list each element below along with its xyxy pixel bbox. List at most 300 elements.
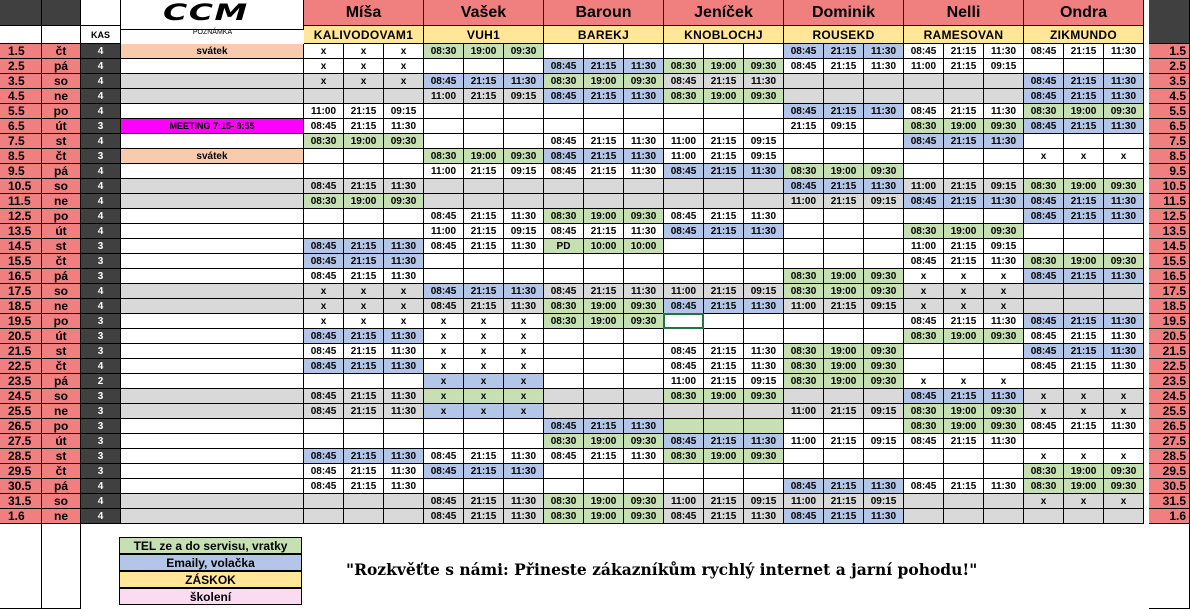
shift-cell[interactable]: 08:30: [904, 329, 944, 344]
shift-cell[interactable]: [864, 209, 904, 224]
shift-cell[interactable]: [304, 164, 344, 179]
shift-cell[interactable]: 08:45: [904, 194, 944, 209]
shift-cell[interactable]: 19:00: [464, 44, 504, 59]
shift-cell[interactable]: 08:30: [544, 434, 584, 449]
shift-cell[interactable]: 21:15: [944, 389, 984, 404]
shift-cell[interactable]: 11:30: [984, 389, 1024, 404]
shift-cell[interactable]: [624, 194, 664, 209]
shift-cell[interactable]: 09:30: [864, 269, 904, 284]
shift-cell[interactable]: 21:15: [464, 164, 504, 179]
shift-cell[interactable]: [464, 119, 504, 134]
shift-cell[interactable]: [744, 44, 784, 59]
shift-cell[interactable]: [584, 44, 624, 59]
shift-cell[interactable]: 08:45: [1024, 344, 1064, 359]
shift-cell[interactable]: 11:00: [784, 299, 824, 314]
shift-cell[interactable]: 08:45: [544, 149, 584, 164]
shift-cell[interactable]: [1104, 284, 1144, 299]
shift-cell[interactable]: 08:30: [664, 89, 704, 104]
shift-cell[interactable]: 11:30: [984, 314, 1024, 329]
shift-cell[interactable]: [784, 314, 824, 329]
shift-cell[interactable]: [384, 374, 424, 389]
shift-cell[interactable]: [664, 44, 704, 59]
shift-cell[interactable]: 21:15: [1064, 419, 1104, 434]
shift-cell[interactable]: 19:00: [584, 314, 624, 329]
shift-cell[interactable]: [1024, 509, 1064, 524]
shift-cell[interactable]: [944, 74, 984, 89]
shift-cell[interactable]: [584, 479, 624, 494]
shift-cell[interactable]: 11:00: [784, 194, 824, 209]
shift-cell[interactable]: [384, 149, 424, 164]
shift-cell[interactable]: 09:30: [624, 314, 664, 329]
shift-cell[interactable]: 19:00: [944, 119, 984, 134]
shift-cell[interactable]: [424, 134, 464, 149]
shift-cell[interactable]: 08:45: [424, 299, 464, 314]
shift-cell[interactable]: 11:30: [1104, 74, 1144, 89]
shift-cell[interactable]: [504, 59, 544, 74]
shift-cell[interactable]: 11:30: [624, 59, 664, 74]
shift-cell[interactable]: [424, 254, 464, 269]
shift-cell[interactable]: [504, 119, 544, 134]
shift-cell[interactable]: 21:15: [1064, 269, 1104, 284]
shift-cell[interactable]: [1104, 239, 1144, 254]
shift-cell[interactable]: [304, 434, 344, 449]
shift-cell[interactable]: [1064, 134, 1104, 149]
shift-cell[interactable]: 21:15: [824, 44, 864, 59]
shift-cell[interactable]: [984, 344, 1024, 359]
shift-cell[interactable]: 08:30: [544, 74, 584, 89]
shift-cell[interactable]: [624, 389, 664, 404]
shift-cell[interactable]: 08:30: [424, 44, 464, 59]
row-note[interactable]: [121, 494, 304, 509]
shift-cell[interactable]: 21:15: [464, 299, 504, 314]
shift-cell[interactable]: [304, 509, 344, 524]
shift-cell[interactable]: [664, 269, 704, 284]
shift-cell[interactable]: 11:30: [504, 74, 544, 89]
shift-cell[interactable]: 08:45: [784, 59, 824, 74]
shift-cell[interactable]: 08:45: [304, 179, 344, 194]
shift-cell[interactable]: 08:45: [1024, 74, 1064, 89]
shift-cell[interactable]: [344, 434, 384, 449]
shift-cell[interactable]: [704, 479, 744, 494]
shift-cell[interactable]: 09:30: [1104, 254, 1144, 269]
shift-cell[interactable]: [784, 134, 824, 149]
row-note[interactable]: [121, 374, 304, 389]
shift-cell[interactable]: [584, 344, 624, 359]
shift-cell[interactable]: 21:15: [464, 74, 504, 89]
shift-cell[interactable]: [944, 149, 984, 164]
shift-cell[interactable]: [1064, 59, 1104, 74]
shift-cell[interactable]: [584, 464, 624, 479]
shift-cell[interactable]: [384, 494, 424, 509]
shift-cell[interactable]: [1064, 509, 1104, 524]
shift-cell[interactable]: 08:45: [1024, 359, 1064, 374]
shift-cell[interactable]: 21:15: [1064, 314, 1104, 329]
shift-cell[interactable]: 08:45: [424, 239, 464, 254]
shift-cell[interactable]: [904, 164, 944, 179]
shift-cell[interactable]: [464, 179, 504, 194]
shift-cell[interactable]: [744, 194, 784, 209]
shift-cell[interactable]: 08:45: [904, 314, 944, 329]
shift-cell[interactable]: 11:30: [504, 494, 544, 509]
shift-cell[interactable]: 21:15: [344, 449, 384, 464]
shift-cell[interactable]: 09:15: [984, 239, 1024, 254]
shift-cell[interactable]: [824, 254, 864, 269]
shift-cell[interactable]: [984, 494, 1024, 509]
shift-cell[interactable]: 09:30: [624, 74, 664, 89]
shift-cell[interactable]: 08:30: [544, 509, 584, 524]
shift-cell[interactable]: [784, 254, 824, 269]
shift-cell[interactable]: [424, 434, 464, 449]
shift-cell[interactable]: 09:30: [864, 359, 904, 374]
shift-cell[interactable]: 21:15: [344, 479, 384, 494]
shift-cell[interactable]: 09:30: [864, 284, 904, 299]
shift-cell[interactable]: 09:15: [864, 434, 904, 449]
shift-cell[interactable]: 11:30: [1104, 89, 1144, 104]
shift-cell[interactable]: 19:00: [824, 284, 864, 299]
shift-cell[interactable]: 10:00: [584, 239, 624, 254]
shift-cell[interactable]: 11:30: [744, 344, 784, 359]
shift-cell[interactable]: 09:30: [504, 149, 544, 164]
shift-cell[interactable]: [384, 224, 424, 239]
shift-cell[interactable]: [1104, 374, 1144, 389]
shift-cell[interactable]: 11:30: [504, 239, 544, 254]
shift-cell[interactable]: [464, 104, 504, 119]
shift-cell[interactable]: 11:00: [424, 164, 464, 179]
shift-cell[interactable]: 11:00: [784, 434, 824, 449]
row-note[interactable]: [121, 299, 304, 314]
shift-cell[interactable]: 11:30: [384, 329, 424, 344]
shift-cell[interactable]: 11:30: [504, 299, 544, 314]
shift-cell[interactable]: 21:15: [344, 389, 384, 404]
shift-cell[interactable]: 21:15: [1064, 89, 1104, 104]
shift-cell[interactable]: x: [944, 374, 984, 389]
shift-cell[interactable]: [1064, 239, 1104, 254]
shift-cell[interactable]: [584, 104, 624, 119]
shift-cell[interactable]: 09:15: [984, 179, 1024, 194]
shift-cell[interactable]: [1024, 59, 1064, 74]
shift-cell[interactable]: 11:30: [744, 434, 784, 449]
shift-cell[interactable]: [544, 104, 584, 119]
shift-cell[interactable]: [704, 254, 744, 269]
shift-cell[interactable]: 19:00: [1064, 464, 1104, 479]
shift-cell[interactable]: 09:30: [1104, 479, 1144, 494]
shift-cell[interactable]: [584, 329, 624, 344]
shift-cell[interactable]: 21:15: [944, 479, 984, 494]
shift-cell[interactable]: [464, 194, 504, 209]
shift-cell[interactable]: 09:30: [744, 389, 784, 404]
shift-cell[interactable]: 21:15: [704, 494, 744, 509]
shift-cell[interactable]: x: [424, 389, 464, 404]
shift-cell[interactable]: 08:45: [1024, 269, 1064, 284]
shift-cell[interactable]: 08:30: [664, 449, 704, 464]
shift-cell[interactable]: [464, 419, 504, 434]
shift-cell[interactable]: [704, 44, 744, 59]
shift-cell[interactable]: 08:30: [784, 164, 824, 179]
shift-cell[interactable]: x: [464, 329, 504, 344]
shift-cell[interactable]: 08:30: [784, 269, 824, 284]
shift-cell[interactable]: [944, 464, 984, 479]
shift-cell[interactable]: [464, 479, 504, 494]
shift-cell[interactable]: [544, 344, 584, 359]
shift-cell[interactable]: [1104, 509, 1144, 524]
shift-cell[interactable]: [544, 269, 584, 284]
shift-cell[interactable]: 11:00: [664, 284, 704, 299]
shift-cell[interactable]: 11:00: [904, 179, 944, 194]
shift-cell[interactable]: 11:30: [384, 404, 424, 419]
shift-cell[interactable]: 21:15: [464, 449, 504, 464]
shift-cell[interactable]: x: [344, 299, 384, 314]
shift-cell[interactable]: [664, 179, 704, 194]
shift-cell[interactable]: 11:30: [984, 254, 1024, 269]
shift-cell[interactable]: [824, 419, 864, 434]
shift-cell[interactable]: 08:45: [304, 344, 344, 359]
shift-cell[interactable]: 21:15: [584, 419, 624, 434]
shift-cell[interactable]: 08:45: [304, 464, 344, 479]
shift-cell[interactable]: 21:15: [464, 209, 504, 224]
shift-cell[interactable]: [704, 104, 744, 119]
shift-cell[interactable]: 08:30: [664, 389, 704, 404]
shift-cell[interactable]: [344, 164, 384, 179]
shift-cell[interactable]: 09:30: [624, 434, 664, 449]
shift-cell[interactable]: 19:00: [1064, 104, 1104, 119]
shift-cell[interactable]: 11:00: [664, 374, 704, 389]
shift-cell[interactable]: x: [1024, 449, 1064, 464]
shift-cell[interactable]: 21:15: [704, 509, 744, 524]
shift-cell[interactable]: 08:45: [304, 119, 344, 134]
shift-cell[interactable]: [544, 44, 584, 59]
shift-cell[interactable]: [504, 419, 544, 434]
shift-cell[interactable]: 11:30: [504, 449, 544, 464]
shift-cell[interactable]: 21:15: [704, 299, 744, 314]
shift-cell[interactable]: 11:30: [984, 434, 1024, 449]
shift-cell[interactable]: 19:00: [584, 209, 624, 224]
shift-cell[interactable]: x: [1064, 149, 1104, 164]
shift-cell[interactable]: [344, 419, 384, 434]
shift-cell[interactable]: 21:15: [464, 494, 504, 509]
row-note[interactable]: [121, 344, 304, 359]
shift-cell[interactable]: [384, 209, 424, 224]
row-note[interactable]: [121, 269, 304, 284]
shift-cell[interactable]: 08:45: [904, 134, 944, 149]
shift-cell[interactable]: 11:00: [904, 59, 944, 74]
shift-cell[interactable]: [504, 479, 544, 494]
shift-cell[interactable]: x: [1104, 404, 1144, 419]
shift-cell[interactable]: 11:30: [504, 284, 544, 299]
shift-cell[interactable]: 08:45: [664, 299, 704, 314]
shift-cell[interactable]: [984, 449, 1024, 464]
shift-cell[interactable]: 11:30: [384, 464, 424, 479]
shift-cell[interactable]: 21:15: [824, 194, 864, 209]
shift-cell[interactable]: 08:45: [784, 479, 824, 494]
shift-cell[interactable]: 11:30: [384, 269, 424, 284]
shift-cell[interactable]: 08:45: [904, 434, 944, 449]
shift-cell[interactable]: [544, 389, 584, 404]
row-note[interactable]: [121, 254, 304, 269]
shift-cell[interactable]: [624, 404, 664, 419]
shift-cell[interactable]: [864, 464, 904, 479]
shift-cell[interactable]: [1024, 239, 1064, 254]
row-note[interactable]: [121, 164, 304, 179]
shift-cell[interactable]: 09:15: [864, 404, 904, 419]
shift-cell[interactable]: [744, 239, 784, 254]
shift-cell[interactable]: [904, 344, 944, 359]
shift-cell[interactable]: 09:15: [384, 104, 424, 119]
shift-cell[interactable]: [744, 269, 784, 284]
shift-cell[interactable]: [984, 149, 1024, 164]
shift-cell[interactable]: [624, 344, 664, 359]
shift-cell[interactable]: 09:30: [384, 134, 424, 149]
shift-cell[interactable]: x: [464, 374, 504, 389]
shift-cell[interactable]: [304, 494, 344, 509]
row-note[interactable]: [121, 224, 304, 239]
shift-cell[interactable]: [584, 269, 624, 284]
shift-cell[interactable]: [544, 194, 584, 209]
shift-cell[interactable]: 21:15: [464, 509, 504, 524]
shift-cell[interactable]: 11:30: [984, 479, 1024, 494]
shift-cell[interactable]: x: [344, 44, 384, 59]
row-note[interactable]: [121, 179, 304, 194]
shift-cell[interactable]: x: [944, 284, 984, 299]
shift-cell[interactable]: 21:15: [1064, 344, 1104, 359]
shift-cell[interactable]: 11:30: [384, 449, 424, 464]
shift-cell[interactable]: 08:45: [544, 419, 584, 434]
shift-cell[interactable]: x: [344, 314, 384, 329]
shift-cell[interactable]: [904, 209, 944, 224]
shift-cell[interactable]: x: [1104, 149, 1144, 164]
shift-cell[interactable]: 11:30: [1104, 359, 1144, 374]
shift-cell[interactable]: x: [464, 344, 504, 359]
shift-cell[interactable]: 21:15: [824, 404, 864, 419]
shift-cell[interactable]: 21:15: [824, 509, 864, 524]
shift-cell[interactable]: 08:45: [544, 164, 584, 179]
shift-cell[interactable]: 21:15: [944, 239, 984, 254]
shift-cell[interactable]: [1024, 134, 1064, 149]
shift-cell[interactable]: 08:45: [304, 269, 344, 284]
shift-cell[interactable]: [384, 164, 424, 179]
shift-cell[interactable]: 08:45: [304, 449, 344, 464]
shift-cell[interactable]: [984, 509, 1024, 524]
shift-cell[interactable]: 08:45: [664, 74, 704, 89]
shift-cell[interactable]: x: [464, 404, 504, 419]
shift-cell[interactable]: 11:30: [624, 449, 664, 464]
shift-cell[interactable]: [664, 404, 704, 419]
shift-cell[interactable]: 21:15: [344, 464, 384, 479]
shift-cell[interactable]: x: [304, 314, 344, 329]
shift-cell[interactable]: x: [504, 344, 544, 359]
shift-cell[interactable]: 09:30: [864, 344, 904, 359]
shift-cell[interactable]: [384, 509, 424, 524]
shift-cell[interactable]: [704, 329, 744, 344]
shift-cell[interactable]: 08:45: [424, 509, 464, 524]
shift-cell[interactable]: 11:30: [384, 254, 424, 269]
shift-cell[interactable]: 11:30: [624, 134, 664, 149]
shift-cell[interactable]: [864, 119, 904, 134]
shift-cell[interactable]: 09:30: [624, 209, 664, 224]
shift-cell[interactable]: 11:30: [624, 419, 664, 434]
shift-cell[interactable]: [664, 419, 704, 434]
shift-cell[interactable]: [304, 419, 344, 434]
shift-cell[interactable]: 21:15: [1064, 44, 1104, 59]
shift-cell[interactable]: 21:15: [1064, 119, 1104, 134]
shift-cell[interactable]: 19:00: [704, 89, 744, 104]
shift-cell[interactable]: [984, 89, 1024, 104]
shift-cell[interactable]: 21:15: [584, 89, 624, 104]
shift-cell[interactable]: [864, 419, 904, 434]
shift-cell[interactable]: 09:30: [1104, 104, 1144, 119]
shift-cell[interactable]: x: [304, 44, 344, 59]
shift-cell[interactable]: 21:15: [944, 314, 984, 329]
shift-cell[interactable]: 11:30: [864, 104, 904, 119]
shift-cell[interactable]: 09:30: [984, 329, 1024, 344]
shift-cell[interactable]: 11:30: [744, 74, 784, 89]
shift-cell[interactable]: 08:30: [544, 314, 584, 329]
shift-cell[interactable]: 21:15: [944, 104, 984, 119]
shift-cell[interactable]: x: [504, 404, 544, 419]
row-note[interactable]: [121, 479, 304, 494]
shift-cell[interactable]: [504, 134, 544, 149]
shift-cell[interactable]: 08:45: [664, 434, 704, 449]
shift-cell[interactable]: [304, 224, 344, 239]
shift-cell[interactable]: [864, 134, 904, 149]
shift-cell[interactable]: 09:15: [744, 134, 784, 149]
shift-cell[interactable]: [984, 164, 1024, 179]
shift-cell[interactable]: x: [344, 284, 384, 299]
shift-cell[interactable]: 11:30: [384, 119, 424, 134]
shift-cell[interactable]: [584, 254, 624, 269]
shift-cell[interactable]: 21:15: [344, 269, 384, 284]
shift-cell[interactable]: x: [344, 74, 384, 89]
shift-cell[interactable]: x: [1104, 389, 1144, 404]
shift-cell[interactable]: [424, 119, 464, 134]
shift-cell[interactable]: 09:30: [984, 119, 1024, 134]
shift-cell[interactable]: [304, 149, 344, 164]
shift-cell[interactable]: x: [984, 374, 1024, 389]
shift-cell[interactable]: 08:45: [544, 284, 584, 299]
shift-cell[interactable]: [1024, 374, 1064, 389]
shift-cell[interactable]: [944, 164, 984, 179]
shift-cell[interactable]: [704, 239, 744, 254]
shift-cell[interactable]: [424, 479, 464, 494]
shift-cell[interactable]: 08:45: [544, 134, 584, 149]
shift-cell[interactable]: 11:30: [624, 164, 664, 179]
shift-cell[interactable]: x: [464, 389, 504, 404]
shift-cell[interactable]: 09:15: [504, 164, 544, 179]
row-note[interactable]: [121, 419, 304, 434]
shift-cell[interactable]: x: [384, 74, 424, 89]
shift-cell[interactable]: [624, 374, 664, 389]
shift-cell[interactable]: [1024, 224, 1064, 239]
shift-cell[interactable]: 08:45: [664, 509, 704, 524]
shift-cell[interactable]: 08:30: [784, 344, 824, 359]
shift-cell[interactable]: 08:45: [784, 179, 824, 194]
shift-cell[interactable]: [424, 179, 464, 194]
shift-cell[interactable]: [744, 404, 784, 419]
shift-cell[interactable]: 21:15: [704, 284, 744, 299]
shift-cell[interactable]: 09:30: [984, 224, 1024, 239]
shift-cell[interactable]: [624, 254, 664, 269]
shift-cell[interactable]: x: [904, 269, 944, 284]
shift-cell[interactable]: [784, 74, 824, 89]
shift-cell[interactable]: [344, 224, 384, 239]
shift-cell[interactable]: [704, 194, 744, 209]
row-note[interactable]: [121, 59, 304, 74]
shift-cell[interactable]: [744, 314, 784, 329]
shift-cell[interactable]: 11:30: [504, 209, 544, 224]
shift-cell[interactable]: [544, 329, 584, 344]
shift-cell[interactable]: [1024, 434, 1064, 449]
shift-cell[interactable]: 21:15: [344, 329, 384, 344]
shift-cell[interactable]: x: [1064, 494, 1104, 509]
